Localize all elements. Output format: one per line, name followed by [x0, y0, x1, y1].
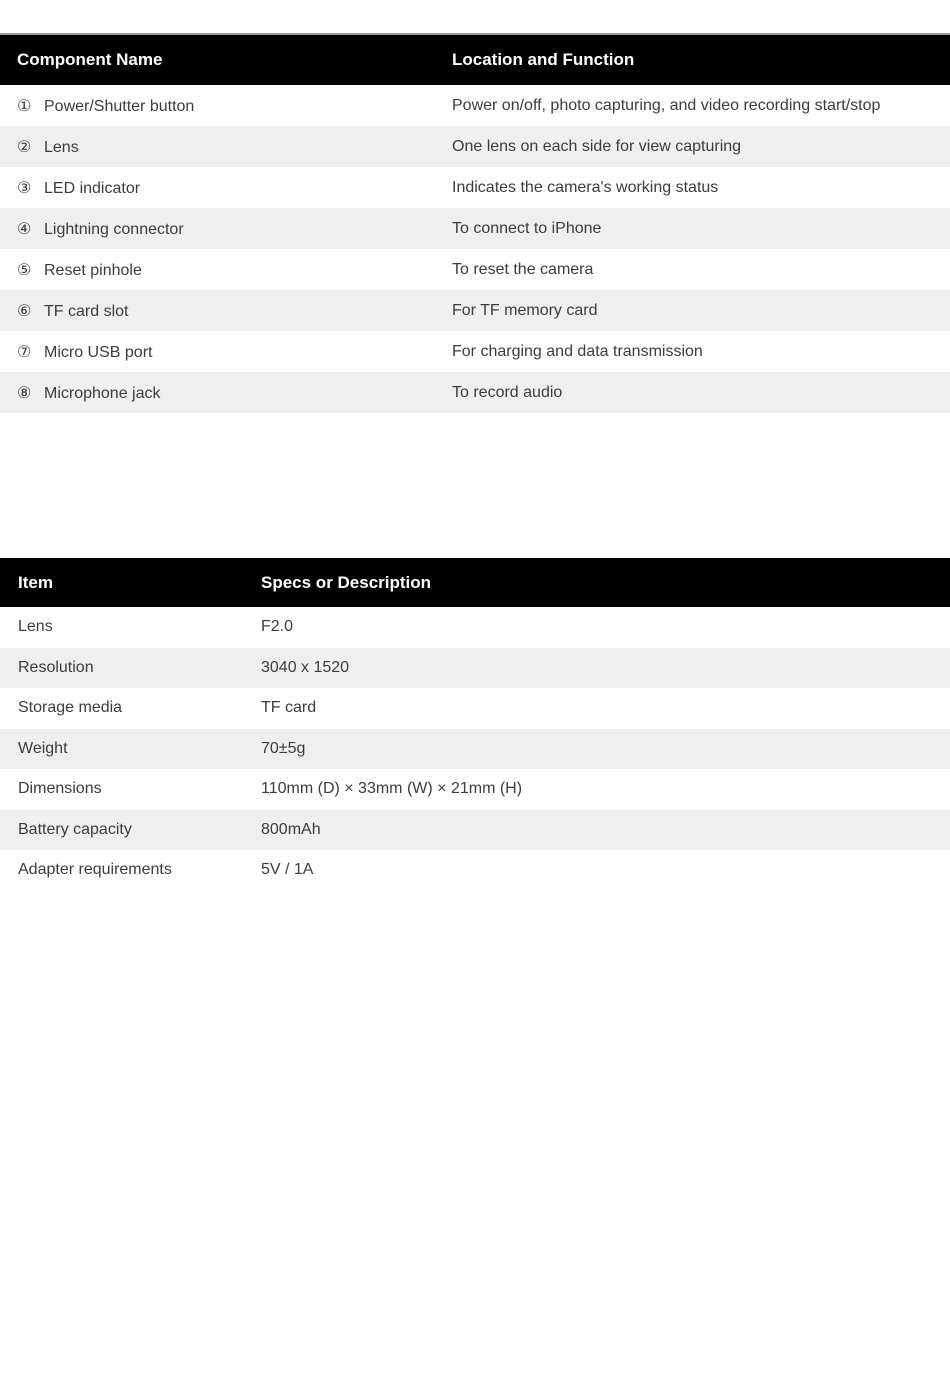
- spec-item: Adapter requirements: [0, 850, 258, 891]
- spec-item: Resolution: [0, 648, 258, 689]
- table-row: [0, 688, 950, 729]
- component-name-cell: [0, 372, 449, 413]
- component-number: ⑧: [17, 384, 32, 402]
- component-name-cell: [0, 249, 449, 290]
- component-function: Indicates the camera's working status: [449, 167, 950, 208]
- component-name-cell: [0, 85, 449, 126]
- component-name: Power/Shutter button: [44, 97, 195, 115]
- component-number: ③: [17, 179, 32, 197]
- header-item: Item: [0, 558, 258, 607]
- component-name: Lightning connector: [44, 220, 184, 238]
- table-row: [0, 850, 950, 891]
- components-table: [0, 35, 950, 413]
- component-name: Micro USB port: [44, 343, 153, 361]
- component-name: Reset pinhole: [44, 261, 142, 279]
- spec-item: Lens: [0, 607, 258, 648]
- component-name-cell: [0, 126, 449, 167]
- components-header-row: [0, 35, 950, 85]
- spec-item: Dimensions: [0, 769, 258, 810]
- component-name-cell: [0, 331, 449, 372]
- table-row: [0, 648, 950, 689]
- component-name: Lens: [44, 138, 79, 156]
- component-number: ④: [17, 220, 32, 238]
- spec-value: 5V / 1A: [258, 850, 950, 891]
- component-number: ⑤: [17, 261, 32, 279]
- table-row: [0, 810, 950, 851]
- specs-header-row: [0, 558, 950, 607]
- spec-item: Battery capacity: [0, 810, 258, 851]
- component-function: One lens on each side for view capturing: [449, 126, 950, 167]
- table-row: [0, 167, 950, 208]
- table-row: [0, 769, 950, 810]
- specs-table: [0, 558, 950, 891]
- spec-item: Weight: [0, 729, 258, 770]
- component-function: For TF memory card: [449, 290, 950, 331]
- component-name: LED indicator: [44, 179, 141, 197]
- table-row: [0, 290, 950, 331]
- component-name: TF card slot: [44, 302, 129, 320]
- spec-value: 70±5g: [258, 729, 950, 770]
- component-function: For charging and data transmission: [449, 331, 950, 372]
- component-name-cell: [0, 167, 449, 208]
- component-function: To record audio: [449, 372, 950, 413]
- table-row: [0, 331, 950, 372]
- table-row: [0, 208, 950, 249]
- table-row: [0, 607, 950, 648]
- header-location-function: Location and Function: [449, 35, 950, 85]
- component-number: ②: [17, 138, 32, 156]
- spec-item: Storage media: [0, 688, 258, 729]
- table-row: [0, 85, 950, 126]
- component-name-cell: [0, 208, 449, 249]
- spec-value: TF card: [258, 688, 950, 729]
- table-row: [0, 249, 950, 290]
- table-row: [0, 126, 950, 167]
- table-row: [0, 372, 950, 413]
- component-number: ⑥: [17, 302, 32, 320]
- header-component-name: Component Name: [0, 35, 449, 85]
- spec-value: 110mm (D) × 33mm (W) × 21mm (H): [258, 769, 950, 810]
- spec-value: F2.0: [258, 607, 950, 648]
- component-function: To connect to iPhone: [449, 208, 950, 249]
- component-function: Power on/off, photo capturing, and video recording start/stop: [449, 85, 950, 126]
- header-specs-description: Specs or Description: [258, 558, 950, 607]
- component-number: ⑦: [17, 343, 32, 361]
- component-name-cell: [0, 290, 449, 331]
- component-name: Microphone jack: [44, 384, 161, 402]
- component-number: ①: [17, 97, 32, 115]
- table-row: [0, 729, 950, 770]
- component-function: To reset the camera: [449, 249, 950, 290]
- spec-value: 800mAh: [258, 810, 950, 851]
- spec-value: 3040 x 1520: [258, 648, 950, 689]
